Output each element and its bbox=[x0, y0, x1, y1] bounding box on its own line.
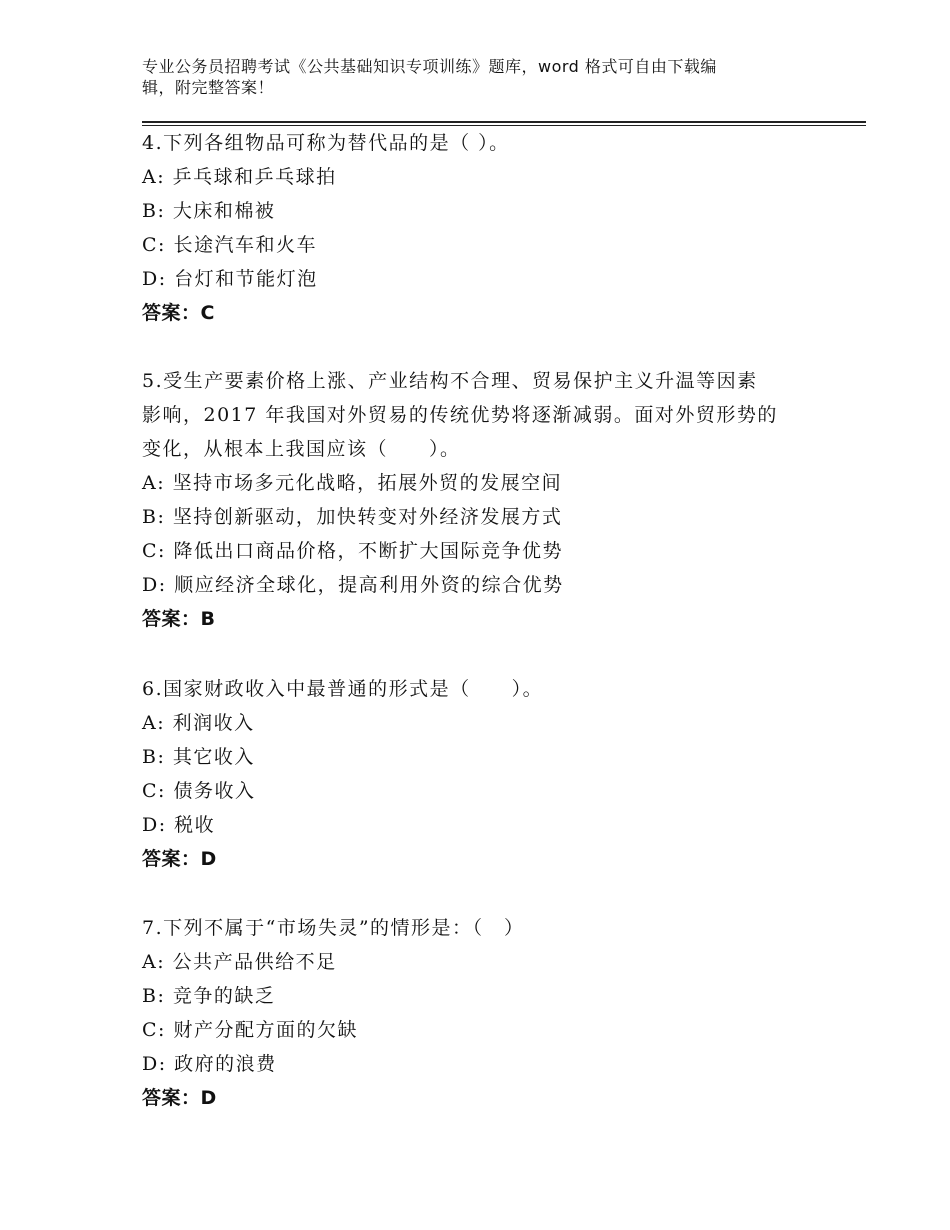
answer-label: 答案：D bbox=[142, 848, 217, 870]
option-a: A: 公共产品供给不足 bbox=[142, 951, 337, 973]
option-c: C: 财产分配方面的欠缺 bbox=[142, 1019, 358, 1041]
question-4 bbox=[142, 126, 842, 330]
header-line: 辑，附完整答案！ bbox=[142, 78, 275, 97]
header-line: 专业公务员招聘考试《公共基础知识专项训练》题库，word 格式可自由下载编 bbox=[142, 57, 717, 76]
question-5 bbox=[142, 364, 842, 636]
question-stem: 6.国家财政收入中最普通的形式是（ ）。 bbox=[142, 678, 544, 700]
question-stem: 4.下列各组物品可称为替代品的是（ ）。 bbox=[142, 132, 510, 154]
option-b: B: 其它收入 bbox=[142, 746, 255, 768]
question-stem: 变化，从根本上我国应该（ ）。 bbox=[142, 438, 461, 460]
question-stem: 影响，2017 年我国对外贸易的传统优势将逐渐减弱。面对外贸形势的 bbox=[142, 404, 778, 426]
option-b: B: 竞争的缺乏 bbox=[142, 985, 276, 1007]
option-d: D: 政府的浪费 bbox=[142, 1053, 277, 1075]
question-stem: 7.下列不属于“市场失灵”的情形是：（ ） bbox=[142, 917, 525, 939]
option-d: D: 台灯和节能灯泡 bbox=[142, 268, 318, 290]
option-b: B: 大床和棉被 bbox=[142, 200, 276, 222]
question-stem: 5.受生产要素价格上涨、产业结构不合理、贸易保护主义升温等因素 bbox=[142, 370, 758, 392]
option-c: C: 债务收入 bbox=[142, 780, 256, 802]
page-header bbox=[142, 56, 822, 98]
question-6 bbox=[142, 672, 842, 876]
header-divider bbox=[142, 121, 866, 123]
answer-label: 答案：C bbox=[142, 302, 215, 324]
question-7 bbox=[142, 911, 842, 1115]
option-a: A: 乒乓球和乒乓球拍 bbox=[142, 166, 337, 188]
option-d: D: 顺应经济全球化，提高利用外资的综合优势 bbox=[142, 574, 564, 596]
answer-label: 答案：D bbox=[142, 1087, 217, 1109]
answer-label: 答案：B bbox=[142, 608, 216, 630]
option-d: D: 税收 bbox=[142, 814, 216, 836]
option-a: A: 坚持市场多元化战略，拓展外贸的发展空间 bbox=[142, 472, 563, 494]
option-b: B: 坚持创新驱动，加快转变对外经济发展方式 bbox=[142, 506, 563, 528]
option-a: A: 利润收入 bbox=[142, 712, 255, 734]
option-c: C: 长途汽车和火车 bbox=[142, 234, 317, 256]
option-c: C: 降低出口商品价格，不断扩大国际竞争优势 bbox=[142, 540, 563, 562]
